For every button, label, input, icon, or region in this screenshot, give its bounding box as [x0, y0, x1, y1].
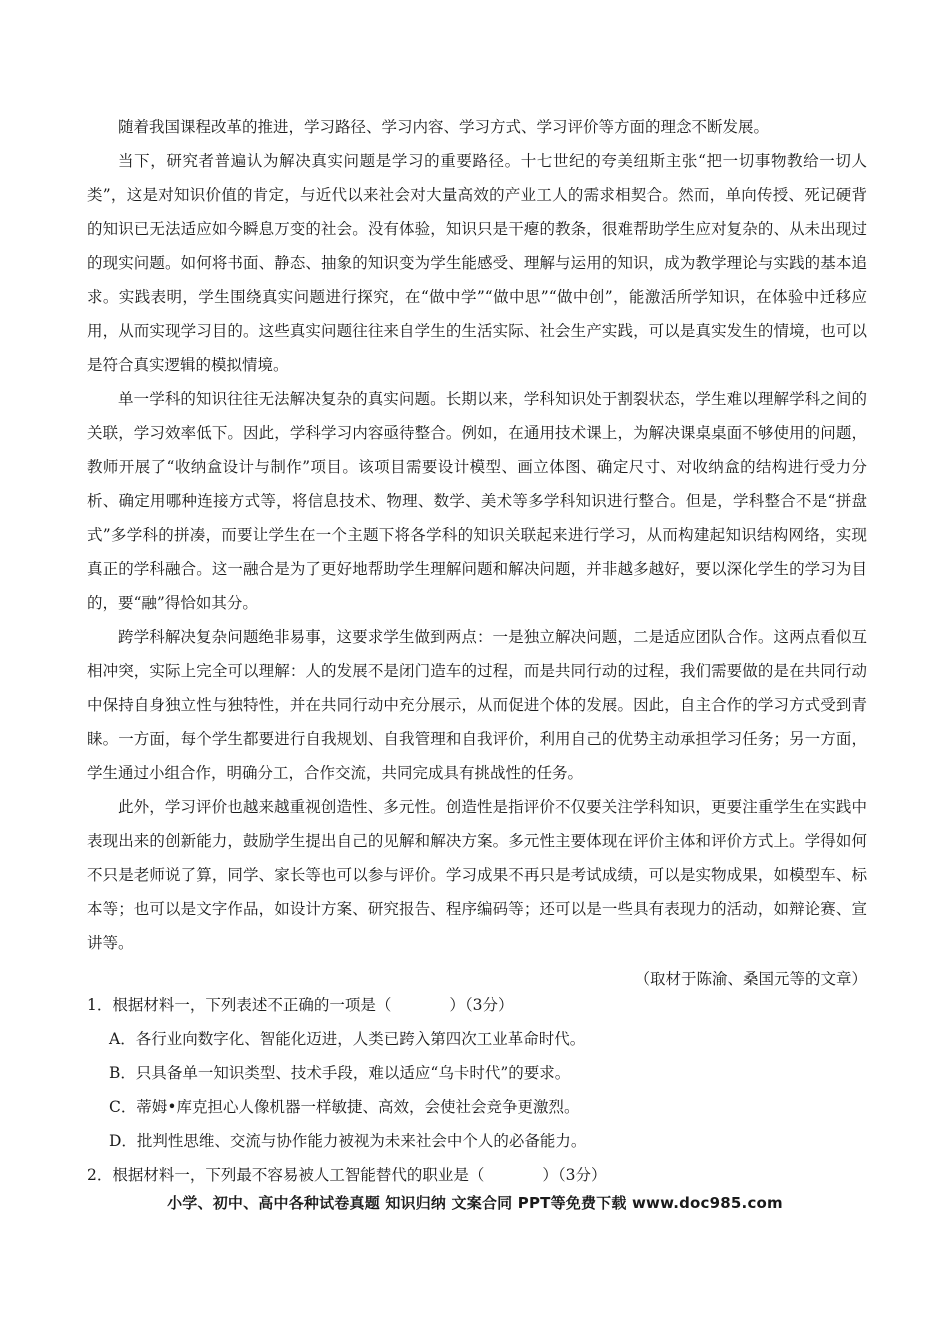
question-section: [87, 988, 867, 1192]
reading-passage: [87, 110, 867, 996]
passage-paragraph: 此外，学习评价也越来越重视创造性、多元性。创造性是指评价不仅要关注学科知识，更要注重学生在实践中表现出来的创新能力，鼓励学生提出自己的见解和解决方案。多元性主要体现在评价主体和评价方式上。学得如何不只是老师说了算，同学、家长等也可以参与评价。学习成果不再只是考试成绩，可以是实物成果，如模型车、标本等；也可以是文字作品，如设计方案、研究报告、程序编码等；还可以是一些具有表现力的活动，如辩论赛、宣讲等。: [87, 798, 867, 952]
question-2: [87, 1158, 867, 1192]
passage-paragraph: 跨学科解决复杂问题绝非易事，这要求学生做到两点：一是独立解决问题，二是适应团队合作。这两点看似互相冲突，实际上完全可以理解：人的发展不是闭门造车的过程，而是共同行动的过程，我们需要做的是在共同行动中保持自身独立性与独特性，并在共同行动中充分展示，从而促进个体的发展。因此，自主合作的学习方式受到青睐。一方面，每个学生都要进行自我规划、自我管理和自我评价，利用自己的优势主动承担学习任务；另一方面，学生通过小组合作，明确分工，合作交流，共同完成具有挑战性的任务。: [87, 628, 867, 782]
passage-source: （取材于陈渝、桑国元等的文章）: [634, 970, 867, 988]
question-2-score: ）（3分）: [542, 1166, 607, 1184]
option-c: C．蒂姆•库克担心人像机器一样敏捷、高效，会使社会竞争更激烈。: [109, 1098, 580, 1116]
option-d: D．批判性思维、交流与协作能力被视为未来社会中个人的必备能力。: [109, 1132, 587, 1150]
question-1-stem-text: 1．根据材料一，下列表述不正确的一项是（: [87, 996, 392, 1014]
question-2-stem-text: 2．根据材料一，下列最不容易被人工智能替代的职业是（: [87, 1166, 485, 1184]
option-a: A．各行业向数字化、智能化迈进，人类已跨入第四次工业革命时代。: [109, 1030, 586, 1048]
question-2-stem: [87, 1158, 867, 1192]
option-b: B．只具备单一知识类型、技术手段，难以适应“乌卡时代”的要求。: [109, 1064, 571, 1082]
question-1-score: ）（3分）: [449, 996, 514, 1014]
passage-paragraph: 随着我国课程改革的推进，学习路径、学习内容、学习方式、学习评价等方面的理念不断发展。: [118, 118, 770, 136]
footer-banner: 小学、初中、高中各种试卷真题 知识归纳 文案合同 PPT等免费下载 www.doc985.com: [167, 1194, 783, 1212]
passage-paragraph: 当下，研究者普遍认为解决真实问题是学习的重要路径。十七世纪的夸美纽斯主张“把一切事物教给一切人类”，这是对知识价值的肯定，与近代以来社会对大量高效的产业工人的需求相契合。然而，单向传授、死记硬背的知识已无法适应如今瞬息万变的社会。没有体验，知识只是干瘪的教条，很难帮助学生应对复杂的、从未出现过的现实问题。如何将书面、静态、抽象的知识变为学生能感受、理解与运用的知识，成为教学理论与实践的基本追求。实践表明，学生围绕真实问题进行探究，在“做中学”“做中思”“做中创”，能激活所学知识，在体验中迁移应用，从而实现学习目的。这些真实问题往往来自学生的生活实际、社会生产实践，可以是真实发生的情境，也可以是符合真实逻辑的模拟情境。: [87, 152, 867, 374]
question-1: [87, 988, 867, 1158]
question-1-options: [87, 1022, 867, 1158]
passage-paragraph: 单一学科的知识往往无法解决复杂的真实问题。长期以来，学科知识处于割裂状态，学生难以理解学科之间的关联，学习效率低下。因此，学科学习内容亟待整合。例如，在通用技术课上，为解决课桌桌面不够使用的问题，教师开展了“收纳盒设计与制作”项目。该项目需要设计模型、画立体图、确定尺寸、对收纳盒的结构进行受力分析、确定用哪种连接方式等，将信息技术、物理、数学、美术等多学科知识进行整合。但是，学科整合不是“拼盘式”多学科的拼凑，而要让学生在一个主题下将各学科的知识关联起来进行学习，从而构建起知识结构网络，实现真正的学科融合。这一融合是为了更好地帮助学生理解问题和解决问题，并非越多越好，要以深化学生的学习为目的，要“融”得恰如其分。: [87, 390, 867, 612]
question-1-stem: [87, 988, 867, 1022]
